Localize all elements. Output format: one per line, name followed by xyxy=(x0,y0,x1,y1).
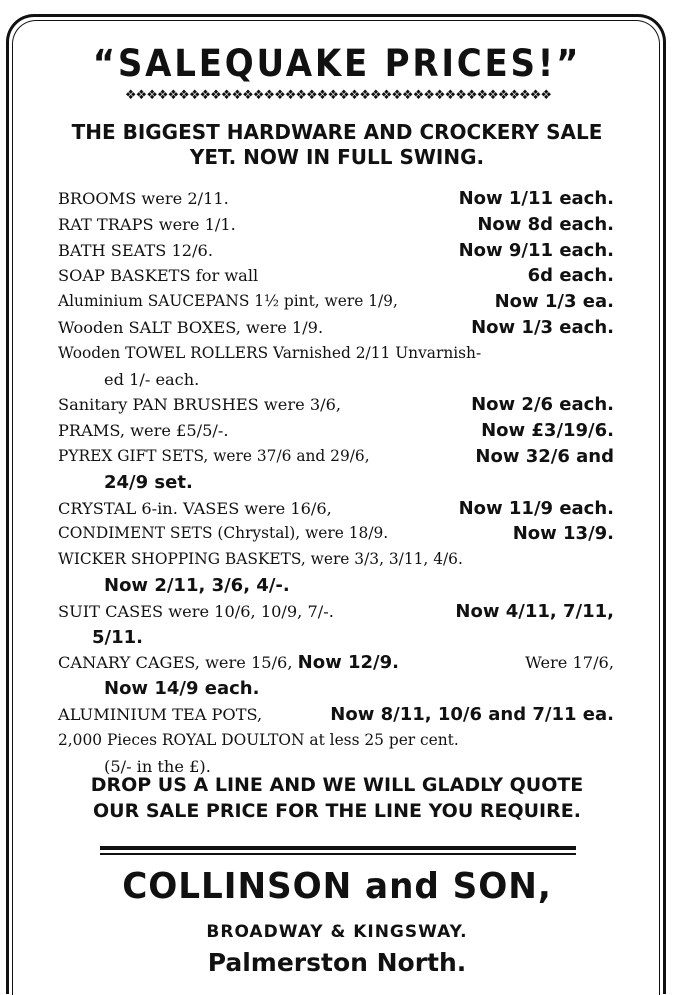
item-desc: PYREX GIFT SETS, were 37/6 and 29/6, xyxy=(58,446,370,465)
item-price: Now 13/9. xyxy=(512,523,614,545)
item-soap-baskets xyxy=(58,263,614,289)
price-list xyxy=(58,186,614,779)
firm-address: BROADWAY & KINGSWAY. xyxy=(206,922,468,942)
item-vases xyxy=(58,496,614,522)
item-desc: SUIT CASES were 10/6, 10/9, 7/-. xyxy=(58,601,334,621)
item-desc-cont: ed 1/- each. xyxy=(104,369,200,389)
item-desc: SOAP BASKETS for wall xyxy=(58,266,259,286)
item-wicker xyxy=(58,547,614,573)
item-desc: CRYSTAL 6-in. VASES were 16/6, xyxy=(58,498,332,518)
item-desc xyxy=(58,650,399,676)
item-price: Now 1/3 each. xyxy=(471,316,614,338)
item-price: Now 12/9. xyxy=(297,652,399,674)
item-towel-rollers xyxy=(58,341,614,367)
ornament-divider: ❖❖❖❖❖❖❖❖❖❖❖❖❖❖❖❖❖❖❖❖❖❖❖❖❖❖❖❖❖❖❖❖❖❖❖❖❖❖❖❖ xyxy=(124,88,552,103)
item-saucepans xyxy=(58,289,614,315)
item-price: Now 2/6 each. xyxy=(471,394,614,416)
divider-thick xyxy=(100,846,576,850)
item-suit-cases-cont xyxy=(58,625,614,651)
call-to-action-line-1: DROP US A LINE AND WE WILL GLADLY QUOTE xyxy=(90,774,584,796)
item-rat-traps xyxy=(58,212,614,238)
item-price: Now 11/9 each. xyxy=(458,497,614,519)
item-price: Now 8/11, 10/6 and 7/11 ea. xyxy=(330,703,614,725)
item-canary xyxy=(58,650,614,676)
item-wicker-cont xyxy=(58,573,614,599)
item-price: Now 1/3 ea. xyxy=(494,291,614,313)
item-price-cont: Now 2/11, 3/6, 4/-. xyxy=(104,574,290,596)
item-bath-seats xyxy=(58,238,614,264)
item-desc: WICKER SHOPPING BASKETS, were 3/3, 3/11, 4/6. xyxy=(58,550,463,569)
headline: “SALEQUAKE PRICES!” xyxy=(92,42,582,85)
item-price-cont: Now 14/9 each. xyxy=(104,678,260,700)
item-desc: Sanitary PAN BRUSHES were 3/6, xyxy=(58,395,342,415)
item-price: Now 9/11 each. xyxy=(458,239,614,261)
item-pyrex-cont xyxy=(58,470,614,496)
item-pan-brushes xyxy=(58,392,614,418)
item-price: 6d each. xyxy=(527,265,614,287)
item-desc-cont: (5/- in the £). xyxy=(104,756,211,776)
item-price: Now 32/6 and xyxy=(475,445,614,467)
subheadline xyxy=(0,120,674,170)
item-brooms xyxy=(58,186,614,212)
item-desc: CONDIMENT SETS (Chrystal), were 18/9. xyxy=(58,524,389,543)
call-to-action-line-2: OUR SALE PRICE FOR THE LINE YOU REQUIRE. xyxy=(93,800,581,822)
item-desc: Aluminium SAUCEPANS 1½ pint, were 1/9, xyxy=(58,292,398,311)
item-doulton xyxy=(58,728,614,754)
item-desc: BATH SEATS 12/6. xyxy=(58,240,213,260)
item-condiment xyxy=(58,521,614,547)
item-suit-cases xyxy=(58,599,614,625)
item-desc: Wooden SALT BOXES, were 1/9. xyxy=(58,317,324,337)
item-salt-boxes xyxy=(58,315,614,341)
item-extra: Were 17/6, xyxy=(525,653,614,673)
item-desc: Wooden TOWEL ROLLERS Varnished 2/11 Unvarnish- xyxy=(58,343,482,362)
item-desc: RAT TRAPS were 1/1. xyxy=(58,214,236,234)
item-price: Now £3/19/6. xyxy=(481,420,614,442)
item-tea-pots xyxy=(58,702,614,728)
item-prams xyxy=(58,418,614,444)
firm-name: COLLINSON and SON, xyxy=(122,866,552,907)
item-towel-rollers-cont xyxy=(58,367,614,393)
item-pyrex xyxy=(58,444,614,470)
divider-thin xyxy=(100,853,576,855)
item-desc: PRAMS, were £5/5/-. xyxy=(58,421,229,441)
item-desc: 2,000 Pieces ROYAL DOULTON at less 25 per cent. xyxy=(58,730,459,749)
item-price-cont: 5/11. xyxy=(92,626,143,648)
item-desc: BROOMS were 2/11. xyxy=(58,189,229,208)
item-desc: ALUMINIUM TEA POTS, xyxy=(58,704,263,724)
subheadline-line-2: YET. NOW IN FULL SWING. xyxy=(189,145,485,169)
firm-town: Palmerston North. xyxy=(207,948,467,977)
item-canary-cont xyxy=(58,676,614,702)
item-price: Now 1/11 each. xyxy=(458,188,614,209)
subheadline-line-1: THE BIGGEST HARDWARE AND CROCKERY SALE xyxy=(71,120,603,144)
call-to-action xyxy=(0,772,674,824)
item-price: Now 8d each. xyxy=(477,213,614,235)
item-desc-text: CANARY CAGES, were 15/6, xyxy=(58,653,293,673)
item-price-cont: 24/9 set. xyxy=(104,471,193,493)
item-price: Now 4/11, 7/11, xyxy=(455,600,614,622)
